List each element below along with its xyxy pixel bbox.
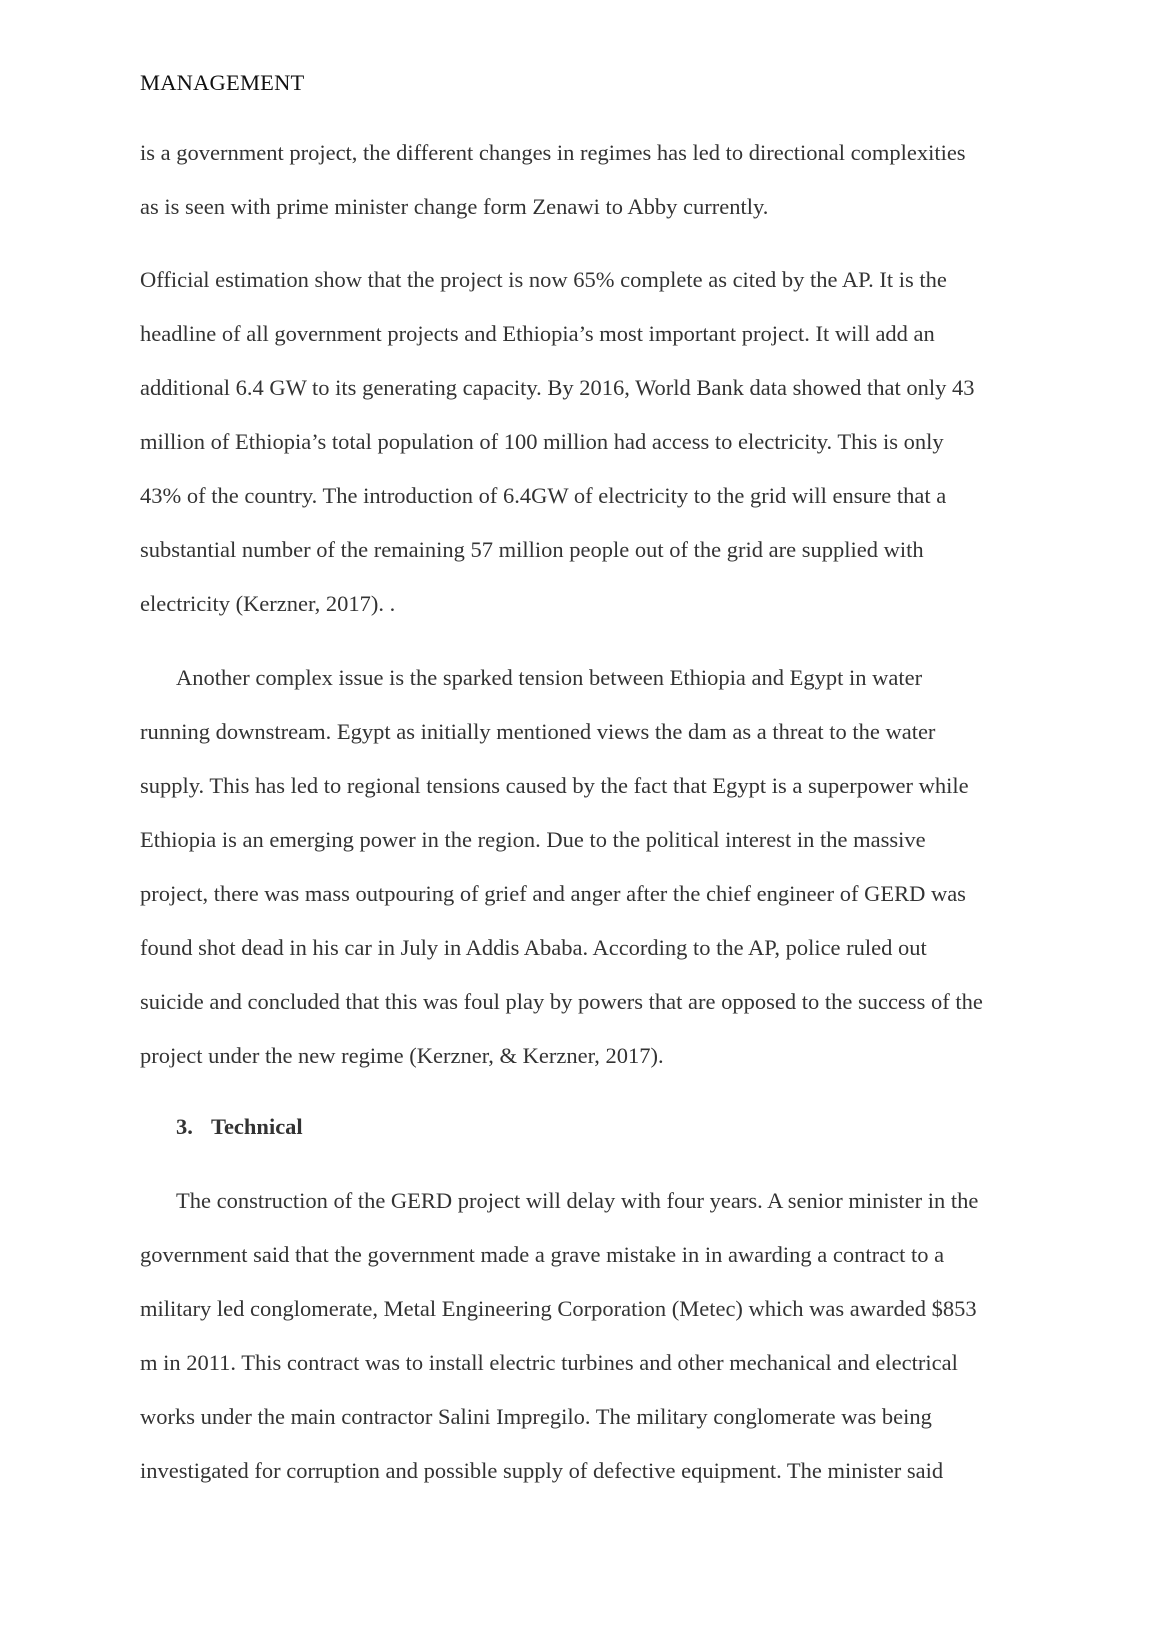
text-line: headline of all government projects and Ethiopia’s most important project. It will add an bbox=[140, 321, 935, 346]
text-line: m in 2011. This contract was to install electric turbines and other mechanical and electrical bbox=[140, 1350, 958, 1375]
section-number: 3. bbox=[176, 1114, 193, 1139]
text-line: substantial number of the remaining 57 million people out of the grid are supplied with bbox=[140, 537, 924, 562]
text-line: suicide and concluded that this was foul play by powers that are opposed to the success of the bbox=[140, 989, 983, 1014]
text-line: found shot dead in his car in July in Addis Ababa. According to the AP, police ruled out bbox=[140, 935, 927, 960]
text-line: military led conglomerate, Metal Engineering Corporation (Metec) which was awarded $853 bbox=[140, 1296, 977, 1321]
text-line: government said that the government made a grave mistake in in awarding a contract to a bbox=[140, 1242, 945, 1267]
text-line: additional 6.4 GW to its generating capacity. By 2016, World Bank data showed that only 43 bbox=[140, 375, 975, 400]
text-line: million of Ethiopia’s total population of 100 million had access to electricity. This is only bbox=[140, 429, 944, 454]
text-line: Ethiopia is an emerging power in the region. Due to the political interest in the massive bbox=[140, 827, 926, 852]
text-line: The construction of the GERD project will delay with four years. A senior minister in the bbox=[176, 1188, 979, 1213]
text-line: electricity (Kerzner, 2017). . bbox=[140, 591, 396, 616]
text-line: as is seen with prime minister change form Zenawi to Abby currently. bbox=[140, 194, 769, 219]
text-line: 43% of the country. The introduction of 6.4GW of electricity to the grid will ensure that a bbox=[140, 483, 947, 508]
text-line: supply. This has led to regional tensions caused by the fact that Egypt is a superpower while bbox=[140, 773, 969, 798]
text-line: works under the main contractor Salini Impregilo. The military conglomerate was being bbox=[140, 1404, 932, 1429]
text-line: project under the new regime (Kerzner, & Kerzner, 2017). bbox=[140, 1043, 664, 1068]
running-head: MANAGEMENT bbox=[140, 70, 305, 95]
section-title: Technical bbox=[211, 1114, 303, 1139]
text-line: Another complex issue is the sparked tension between Ethiopia and Egypt in water bbox=[176, 665, 923, 690]
text-line: running downstream. Egypt as initially mentioned views the dam as a threat to the water bbox=[140, 719, 936, 744]
text-line: project, there was mass outpouring of grief and anger after the chief engineer of GERD was bbox=[140, 881, 966, 906]
text-line: investigated for corruption and possible supply of defective equipment. The minister said bbox=[140, 1458, 944, 1483]
text-line: Official estimation show that the project is now 65% complete as cited by the AP. It is the bbox=[140, 267, 947, 292]
text-line: is a government project, the different changes in regimes has led to directional complexities bbox=[140, 140, 966, 165]
section-heading bbox=[176, 1114, 303, 1140]
